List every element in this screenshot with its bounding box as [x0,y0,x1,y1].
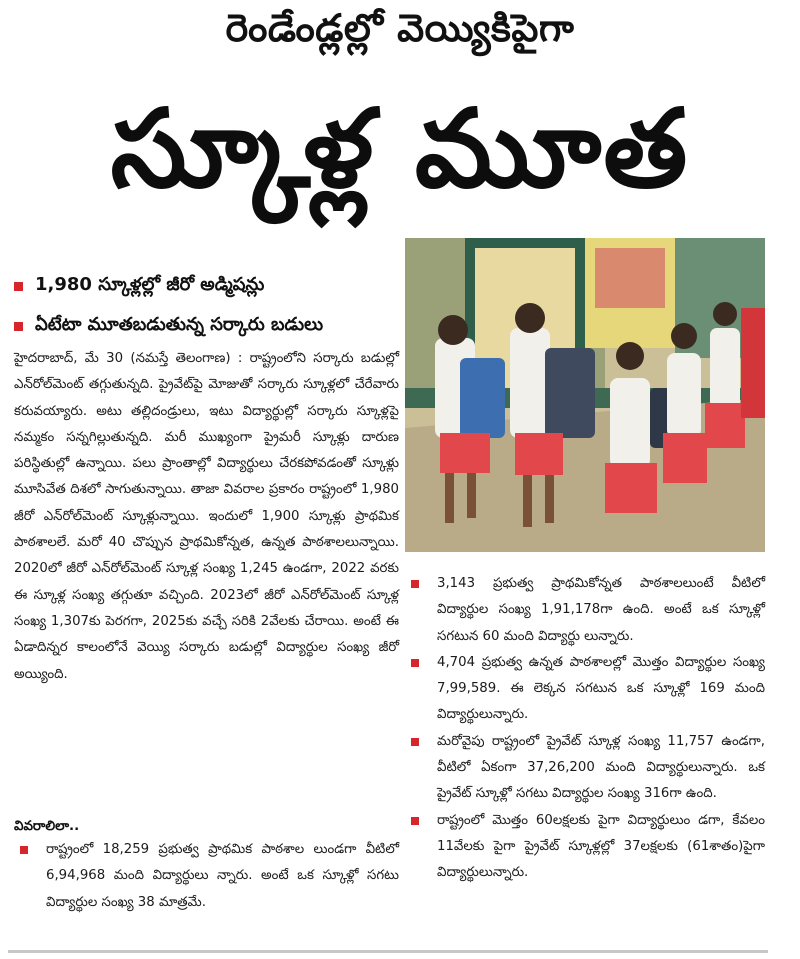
bullet-square-icon [411,817,419,825]
highlight-item [14,306,399,346]
bullet-item [405,650,765,729]
bullet-square-icon [411,738,419,746]
bullet-square-icon [14,282,23,291]
bullet-item [405,571,765,650]
details-label: వివరాలిలా.. [14,819,80,834]
bullet-text: 3,143 ప్రభుత్వ ప్రాథమికోన్నత పాఠశాలలుంటే వీటిలో విద్యార్థుల సంఖ్య 1,91,178గా ఉంది. అంటే ఒక స్కూళ్లో సగటున 60 మంది విద్యార్థు లున్నారు. [437,576,765,644]
bullet-square-icon [14,322,23,331]
right-bullet-list [405,571,765,887]
bullet-square-icon [411,580,419,588]
main-headline: స్కూళ్ల మూత [110,87,690,212]
highlight-text: ఏటేటా మూతబడుతున్న సర్కారు బడులు [35,313,324,335]
highlight-item [14,266,399,306]
kicker-headline: రెండేండ్లల్లో వెయ్యికిపైగా [225,6,575,50]
lead-paragraph: హైదరాబాద్, మే 30 (నమస్తే తెలంగాణ) : రాష్ట్రంలోని సర్కారు బడుల్లో ఎన్‌రోల్‌మెంట్ తగ్గుతున్నది. ప్రైవేట్‌పై మోజుతో సర్కారు స్కూళ్లలో చేరేవారు కరువయ్యారు. అటు తల్లిదండ్రులు, ఇటు విద్యార్థుల్లో సర్కారు స్కూళ్లపై నమ్మకం సన్నగిల్లుతున్నది. మరీ ముఖ్యంగా ప్రైమరీ స్కూళ్లు దారుణ పరిస్థితుల్లో ఉన్నాయి. పలు ప్రాంతాల్లో విద్యార్థులు చేరకపోవడంతో స్కూళ్లు మూసివేత దిశలో సాగుతున్నాయి. తాజా వివరాల ప్రకారం రాష్ట్రంలో 1,980 జీరో ఎన్‌రోల్‌మెంట్ స్కూళ్లున్నాయి. ఇందులో 1,900 స్కూళ్లు ప్రాథమిక పాఠశాలలే. మరో 40 చొప్పున ప్రాథమికోన్నత, ఉన్నత పాఠశాలలున్నాయి. 2020లో జీరో ఎన్‌రోల్‌మెంట్ స్కూళ్ల సంఖ్య 1,245 ఉండగా, 2022 వరకు ఈ స్కూళ్ల సంఖ్య తగ్గుతూ వచ్చింది. 2023లో జీరో ఎన్‌రోల్‌మెంట్ స్కూళ్ల సంఖ్య 1,307కు పెరగగా, 2025కు వచ్చే సరికి 2వేలకు చేరాయి. అంటే ఈ ఏడాదిన్నర కాలంలోనే వెయ్యి సర్కారు బడుల్లో విద్యార్థుల సంఖ్య జీరో అయ్యింది. [14,351,400,682]
left-bullet-list [14,837,399,916]
bullet-text: రాష్ట్రంలో 18,259 ప్రభుత్వ ప్రాథమిక పాఠశాల లుండగా వీటిలో 6,94,968 మంది విద్యార్థులు న్నారు. అంటే ఒక స్కూళ్లో సగటు విద్యార్థుల సంఖ్య 38 మాత్రమే. [46,842,399,910]
news-photo [405,238,765,552]
bullet-square-icon [20,846,28,854]
bullet-text: 4,704 ప్రభుత్వ ఉన్నత పాఠశాలల్లో మొత్తం విద్యార్థుల సంఖ్య 7,99,589. ఈ లెక్కన సగటున ఒక స్కూళ్లో 169 మంది విద్యార్థులున్నారు. [437,654,765,723]
bottom-rule [8,950,768,953]
schoolchildren-illustration [405,238,765,552]
bullet-text: మరోవైపు రాష్ట్రంలో ప్రైవేట్ స్కూళ్ల సంఖ్య 11,757 ఉండగా, వీటిలో ఏకంగా 37,26,200 మంది విద్యార్థులున్నారు. ఒక ప్రైవేట్ స్కూళ్లో సగటు విద్యార్థుల సంఖ్య 316గా ఉంది. [437,733,765,802]
bullet-item [405,808,765,887]
bullet-item [14,837,399,916]
highlight-text: 1,980 స్కూళ్లల్లో జీరో అడ్మిషన్లు [35,273,265,295]
bullet-item [405,729,765,808]
highlights-list [14,266,399,346]
bullet-square-icon [411,659,419,667]
bullet-text: రాష్ట్రంలో మొత్తం 60లక్షలకు పైగా విద్యార్థులుం డగా, కేవలం 11వేలకు పైగా ప్రైవేట్ స్కూళ్లల్లో 37లక్షలకు (61శాతం)పైగా విద్యార్థులున్నారు. [437,812,765,881]
